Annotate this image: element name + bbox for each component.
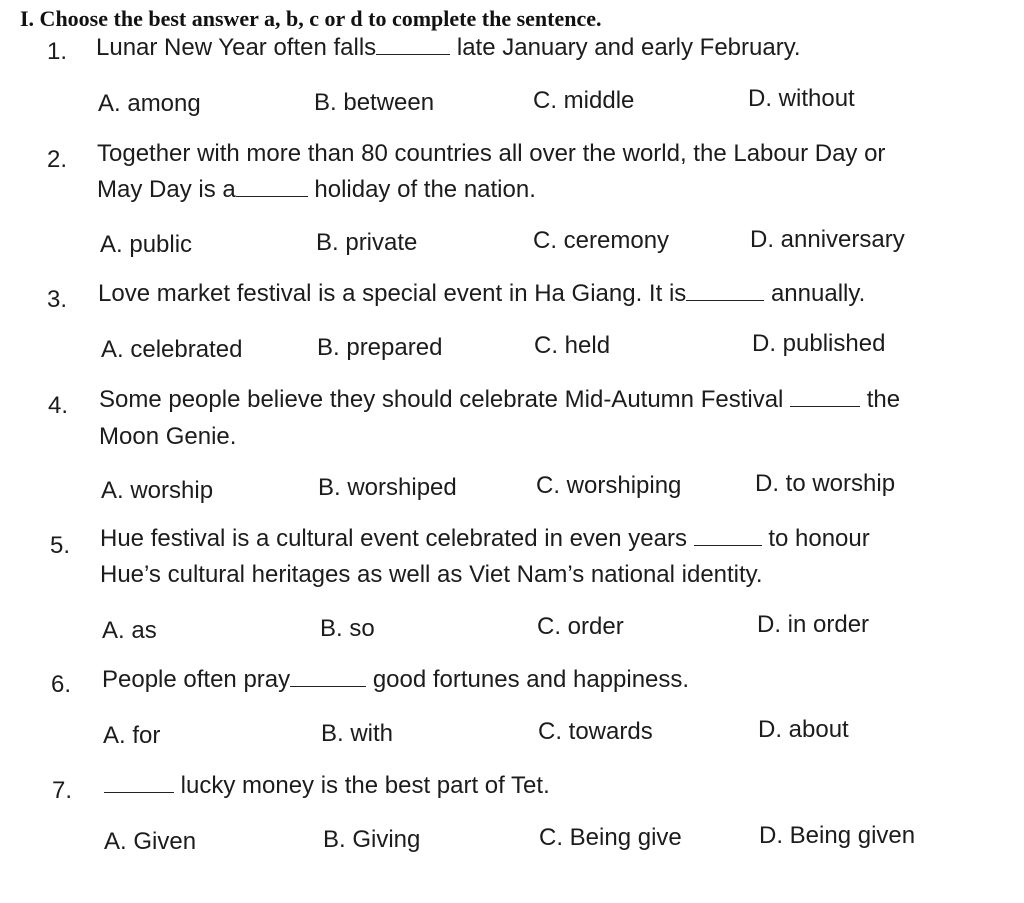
question-7-option-b: B. Giving [323, 826, 421, 853]
question-6-option-a: A. for [103, 722, 161, 749]
question-6-number: 6. [51, 671, 72, 698]
question-2-option-a: A. public [100, 231, 193, 258]
question-5-option-c: C. order [537, 613, 624, 640]
question-6-option-b: B. with [321, 720, 394, 747]
question-7-after: lucky money is the best part of Tet. [180, 772, 550, 799]
question-2-line2 [97, 176, 536, 204]
question-4-option-c: C. worshiping [536, 472, 682, 499]
question-3-before: Love market festival is a special event in Ha Giang. It is [98, 280, 687, 307]
question-2-number: 2. [47, 146, 68, 173]
question-4-after: the [866, 386, 901, 413]
question-2-after: holiday of the nation. [314, 176, 536, 203]
question-4-blank [790, 388, 860, 407]
question-6-option-c: C. towards [538, 718, 653, 745]
question-5-line1 [100, 525, 870, 553]
question-2-option-d: D. anniversary [750, 226, 905, 253]
question-1-after: late January and early February. [456, 34, 801, 61]
question-3-option-a: A. celebrated [101, 336, 243, 363]
question-6-blank [290, 668, 366, 687]
question-4-line1 [99, 386, 900, 414]
question-6-option-d: D. about [758, 716, 849, 743]
question-3-number: 3. [47, 286, 68, 313]
question-4-line2: Moon Genie. [99, 423, 237, 450]
question-1-option-b: B. between [314, 89, 435, 116]
question-4-number: 4. [48, 392, 69, 419]
question-2-before: May Day is a [97, 176, 236, 203]
question-1-option-c: C. middle [533, 87, 635, 114]
question-7-option-d: D. Being given [759, 822, 916, 849]
question-7-option-c: C. Being give [539, 824, 682, 851]
question-5-blank [694, 527, 762, 546]
question-3-option-d: D. published [752, 330, 886, 357]
question-3-blank [686, 282, 764, 301]
question-6-after: good fortunes and happiness. [372, 666, 690, 693]
question-3-option-c: C. held [534, 332, 611, 359]
question-7-blank [104, 774, 174, 793]
question-5-before: Hue festival is a cultural event celebrated in even years [100, 525, 687, 552]
question-5-after: to honour [768, 525, 870, 552]
question-1-number: 1. [47, 38, 68, 65]
question-1-before: Lunar New Year often falls [96, 34, 377, 61]
question-6-text [102, 666, 689, 694]
question-5-number: 5. [50, 532, 71, 559]
question-1-text [96, 34, 801, 62]
question-1-option-a: A. among [98, 90, 201, 117]
question-3-text [98, 280, 865, 308]
question-5-option-a: A. as [102, 617, 157, 644]
question-2-option-b: B. private [316, 229, 418, 256]
question-6-before: People often pray [102, 666, 291, 693]
question-2-blank [236, 178, 308, 197]
question-4-option-a: A. worship [101, 477, 214, 504]
question-2-option-c: C. ceremony [533, 227, 670, 254]
question-7-option-a: A. Given [104, 828, 197, 855]
question-1-blank [376, 36, 450, 55]
question-7-number: 7. [52, 777, 73, 804]
exercise-title: I. Choose the best answer a, b, c or d to complete the sentence. [20, 6, 602, 31]
question-5-option-b: B. so [320, 615, 375, 642]
question-5-option-d: D. in order [757, 611, 870, 638]
question-4-option-d: D. to worship [755, 470, 896, 497]
question-3-option-b: B. prepared [317, 334, 443, 361]
question-4-option-b: B. worshiped [318, 474, 457, 501]
question-2-line1: Together with more than 80 countries all over the world, the Labour Day or [97, 140, 886, 167]
question-3-after: annually. [770, 280, 866, 307]
question-5-line2: Hue’s cultural heritages as well as Viet Nam’s national identity. [100, 561, 763, 588]
question-4-before: Some people believe they should celebrate Mid-Autumn Festival [99, 386, 784, 413]
question-7-text [104, 772, 550, 800]
question-1-option-d: D. without [748, 85, 855, 112]
